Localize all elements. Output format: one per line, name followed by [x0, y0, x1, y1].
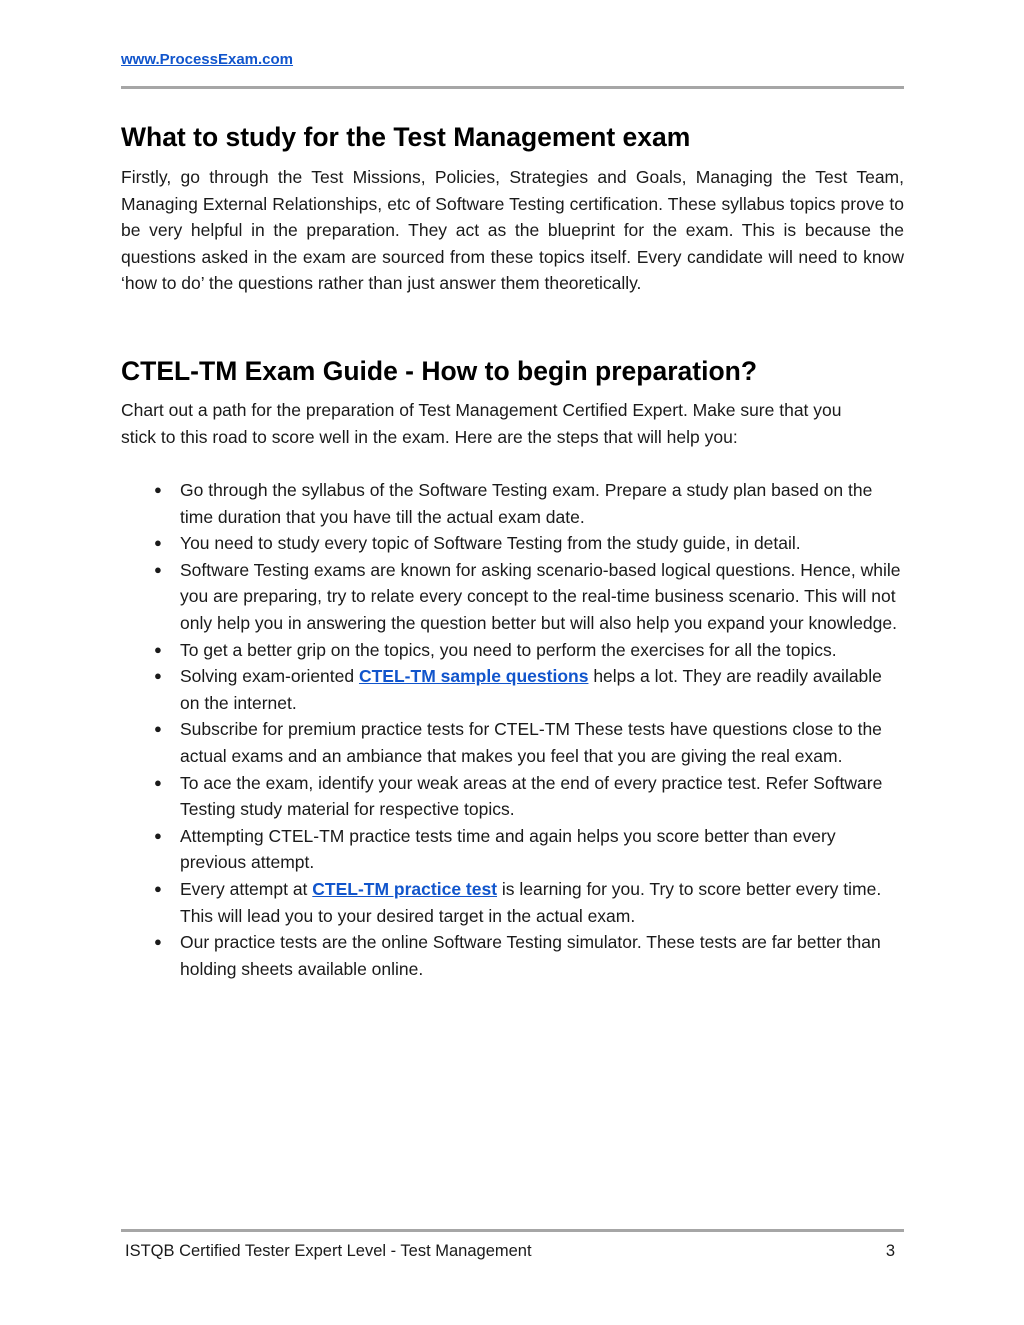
footer-divider: [121, 1229, 904, 1232]
steps-list: [121, 477, 904, 982]
page-number: 3: [885, 1242, 895, 1260]
list-item: [121, 637, 904, 664]
footer-title: ISTQB Certified Tester Expert Level - Test Management: [125, 1242, 532, 1260]
bullet-icon: ●: [154, 641, 162, 657]
step-text: Subscribe for premium practice tests for CTEL-TM These tests have questions close to the actual exams and an ambiance that makes you feel that you are giving the real exam.: [180, 719, 882, 766]
bullet-icon: ●: [154, 880, 162, 896]
step-text: Go through the syllabus of the Software Testing exam. Prepare a study plan based on the time duration that you have till the actual exam date.: [180, 480, 873, 527]
bullet-icon: ●: [154, 934, 162, 950]
step-text: Software Testing exams are known for asking scenario-based logical questions. Hence, while you are preparing, try to relate every concept to the real-time business scenario. This will not only help you in answering the question better but will also help you expand your knowledge.: [180, 559, 901, 633]
list-item: [121, 770, 904, 823]
list-item: [121, 663, 904, 716]
list-item: [121, 477, 904, 530]
header-divider: [121, 86, 904, 89]
bullet-icon: ●: [154, 482, 162, 497]
step-text: To ace the exam, identify your weak areas at the end of every practice test. Refer Software Testing study material for respective topics.: [180, 772, 883, 820]
bullet-icon: ●: [154, 561, 162, 577]
header-site-link[interactable]: www.ProcessExam.com: [121, 51, 294, 68]
study-heading: What to study for the Test Management exam: [121, 122, 691, 152]
list-item: [121, 716, 904, 769]
step-text-before: Solving exam-oriented: [180, 666, 359, 687]
list-item: [121, 557, 904, 637]
list-item: [121, 929, 904, 982]
step-text-after: is learning for you. Try to score better every time. This will lead you to your desired target in the actual exam.: [180, 878, 882, 926]
step-text: To get a better grip on the topics, you need to perform the exercises for all the topics.: [180, 639, 837, 660]
bullet-icon: ●: [154, 668, 162, 684]
list-item: [121, 530, 904, 557]
sample-questions-link[interactable]: CTEL-TM sample questions: [358, 666, 589, 687]
bullet-icon: ●: [154, 827, 162, 843]
list-item: [121, 876, 904, 929]
bullet-icon: ●: [154, 774, 162, 790]
guide-heading: CTEL-TM Exam Guide - How to begin preparation?: [121, 356, 758, 386]
list-item: [121, 823, 904, 876]
practice-test-link[interactable]: CTEL-TM practice test: [312, 878, 498, 899]
step-text-after: helps a lot. They are readily available on the internet.: [180, 666, 882, 713]
step-text: You need to study every topic of Software Testing from the study guide, in detail.: [180, 533, 801, 554]
bullet-icon: ●: [154, 721, 162, 737]
step-text-before: Every attempt at: [180, 878, 313, 899]
study-paragraph: Firstly, go through the Test Missions, Policies, Strategies and Goals, Managing the Test Team, Managing External Relationships, etc of Software Testing certification. These syllabus topics prove to be very helpful in the preparation. They act as the blueprint for the exam. This is because the questions asked in the exam are sourced from these topics itself. Every candidate will need to know ‘how to do’ the questions rather than just answer them theoretically.: [121, 167, 904, 294]
bullet-icon: ●: [154, 535, 162, 551]
step-text: Our practice tests are the online Software Testing simulator. These tests are far better than holding sheets available online.: [180, 932, 881, 979]
guide-intro: Chart out a path for the preparation of Test Management Certified Expert. Make sure that you stick to this road to score well in the exam. Here are the steps that will help you:: [121, 400, 842, 447]
step-text: Attempting CTEL-TM practice tests time and again helps you score better than every previous attempt.: [180, 825, 836, 873]
